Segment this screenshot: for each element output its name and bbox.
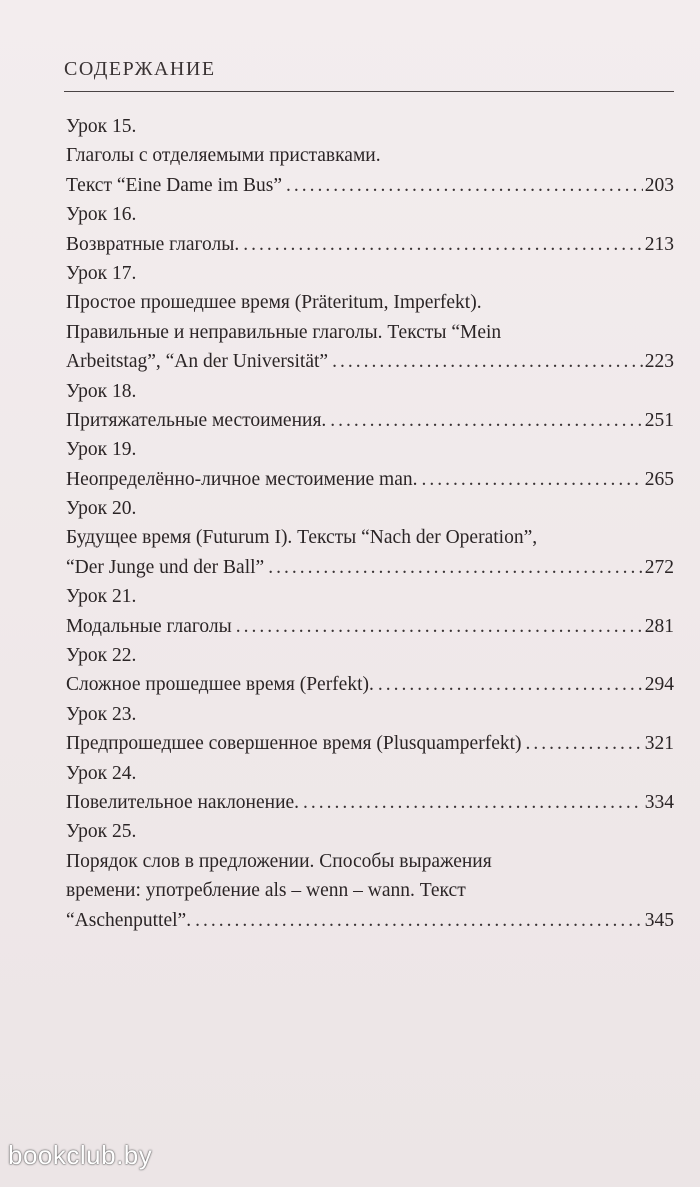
lesson-title-text: Возвратные глаголы. bbox=[66, 233, 240, 255]
lesson-title-text: “Der Junge und der Ball” bbox=[66, 556, 265, 578]
toc-entry-lesson-22 bbox=[66, 641, 674, 700]
toc-entry-lesson-25 bbox=[66, 817, 674, 935]
lesson-title-text: Предпрошедшее совершенное время (Plusquamperfekt) bbox=[66, 733, 522, 755]
dot-leader bbox=[422, 465, 643, 494]
page-number: 251 bbox=[644, 409, 674, 431]
lesson-title-last-line bbox=[66, 347, 674, 376]
lesson-title-text: Модальные глаголы bbox=[66, 615, 232, 637]
toc-entry-lesson-20 bbox=[66, 494, 674, 582]
dot-leader bbox=[268, 553, 643, 582]
page-number: 223 bbox=[644, 351, 674, 373]
lesson-number: Урок 25. bbox=[66, 821, 137, 843]
dot-leader bbox=[195, 906, 643, 935]
lesson-number: Урок 23. bbox=[66, 703, 137, 725]
lesson-title-text: Текст “Eine Dame im Bus” bbox=[66, 174, 283, 196]
dot-leader bbox=[286, 171, 643, 200]
dot-leader bbox=[243, 230, 642, 259]
lesson-title-text: Повелительное наклонение. bbox=[66, 791, 300, 813]
lesson-title-last-line bbox=[66, 171, 674, 200]
page-number: 213 bbox=[644, 233, 674, 255]
lesson-number: Урок 22. bbox=[66, 645, 137, 667]
toc-entry-lesson-19 bbox=[66, 435, 674, 494]
lesson-title-last-line bbox=[66, 230, 674, 259]
table-of-contents bbox=[66, 112, 674, 935]
dot-leader bbox=[378, 670, 643, 699]
toc-entry-lesson-24 bbox=[66, 759, 674, 818]
page-header-title: СОДЕРЖАНИЕ bbox=[64, 58, 216, 80]
lesson-number: Урок 17. bbox=[66, 262, 137, 284]
page-number: 294 bbox=[644, 674, 674, 696]
toc-entry-lesson-21 bbox=[66, 582, 674, 641]
lesson-title-line: Будущее время (Futurum I). Тексты “Nach der Operation”, bbox=[66, 527, 538, 549]
lesson-title-last-line bbox=[66, 788, 674, 817]
lesson-title-last-line bbox=[66, 729, 674, 758]
dot-leader bbox=[526, 729, 643, 758]
lesson-number: Урок 21. bbox=[66, 586, 137, 608]
dot-leader bbox=[332, 347, 643, 376]
toc-entry-lesson-17 bbox=[66, 259, 674, 377]
lesson-title-last-line bbox=[66, 670, 674, 699]
toc-entry-lesson-23 bbox=[66, 700, 674, 759]
lesson-title-line: Правильные и неправильные глаголы. Тексты “Mein bbox=[66, 321, 502, 343]
dot-leader bbox=[330, 406, 642, 435]
site-watermark: bookclub.by bbox=[8, 1140, 153, 1170]
lesson-title-line: времени: употребление als – wenn – wann. Текст bbox=[66, 880, 466, 902]
dot-leader bbox=[303, 788, 643, 817]
lesson-number: Урок 24. bbox=[66, 762, 137, 784]
lesson-title-line: Простое прошедшее время (Präteritum, Imperfekt). bbox=[66, 292, 482, 314]
lesson-title-text: “Aschenputtel”. bbox=[66, 909, 192, 931]
lesson-title-last-line bbox=[66, 406, 674, 435]
page-number: 321 bbox=[644, 733, 674, 755]
toc-entry-lesson-15 bbox=[66, 112, 674, 200]
lesson-title-last-line bbox=[66, 553, 674, 582]
toc-entry-lesson-16 bbox=[66, 200, 674, 259]
lesson-title-text: Сложное прошедшее время (Perfekt). bbox=[66, 674, 374, 696]
dot-leader bbox=[236, 612, 643, 641]
page-number: 272 bbox=[644, 556, 674, 578]
lesson-title-last-line bbox=[66, 612, 674, 641]
lesson-title-line: Глаголы с отделяемыми приставками. bbox=[66, 145, 381, 167]
lesson-number: Урок 15. bbox=[66, 116, 137, 137]
lesson-title-last-line bbox=[66, 465, 674, 494]
lesson-number: Урок 18. bbox=[66, 380, 137, 402]
lesson-number: Урок 19. bbox=[66, 439, 137, 461]
toc-entry-lesson-18 bbox=[66, 377, 674, 436]
lesson-title-last-line bbox=[66, 906, 674, 935]
lesson-title-line: Порядок слов в предложении. Способы выражения bbox=[66, 850, 492, 872]
header-rule bbox=[64, 91, 674, 92]
page-number: 345 bbox=[644, 909, 674, 931]
lesson-number: Урок 20. bbox=[66, 498, 137, 520]
page-number: 334 bbox=[644, 791, 674, 813]
lesson-title-text: Притяжательные местоимения. bbox=[66, 409, 327, 431]
page-number: 265 bbox=[644, 468, 674, 490]
page-number: 281 bbox=[644, 615, 674, 637]
lesson-number: Урок 16. bbox=[66, 204, 137, 226]
lesson-title-text: Arbeitstag”, “An der Universität” bbox=[66, 351, 329, 373]
lesson-title-text: Неопределённо-личное местоимение man. bbox=[66, 468, 418, 490]
page-number: 203 bbox=[644, 174, 674, 196]
